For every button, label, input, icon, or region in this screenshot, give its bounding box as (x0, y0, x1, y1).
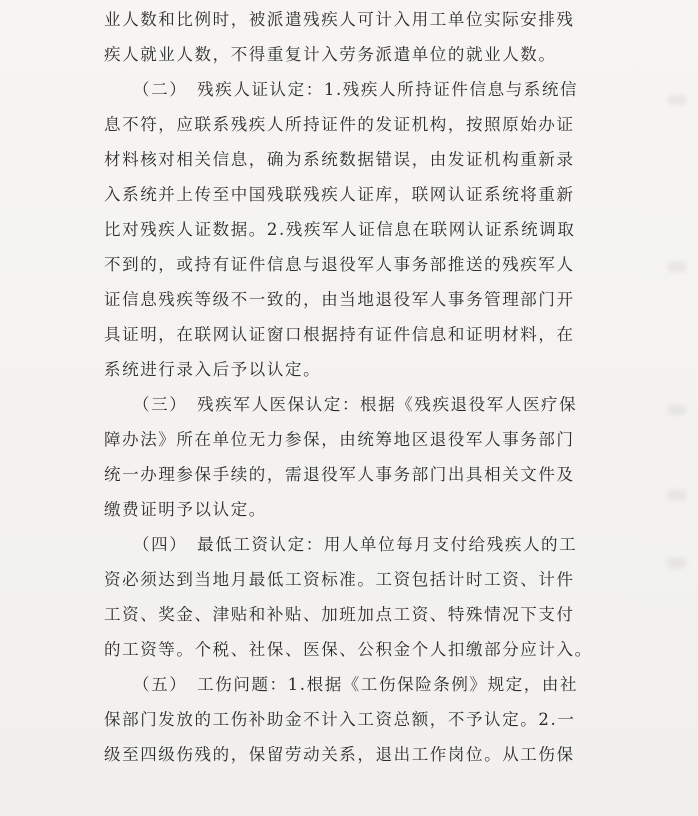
text-line: 资必须达到当地月最低工资标准。工资包括计时工资、计件 (104, 570, 575, 589)
text-line: 统一办理参保手续的，需退役军人事务部门出具相关文件及 (104, 465, 575, 484)
text-line: 工资、奖金、津贴和补贴、加班加点工资、特殊情况下支付 (104, 605, 575, 624)
text-line: 比对残疾人证数据。2.残疾军人证信息在联网认证系统调取 (104, 220, 576, 239)
text-line: 的工资等。个税、社保、医保、公积金个人扣缴部分应计入。 (104, 640, 593, 659)
text-line: （三） 残疾军人医保认定：根据《残疾退役军人医疗保 (133, 395, 578, 414)
bleed-through-mark (668, 262, 686, 272)
text-line: （二） 残疾人证认定：1.残疾人所持证件信息与系统信 (133, 80, 579, 99)
bleed-through-mark (668, 490, 686, 500)
text-line: 级至四级伤残的，保留劳动关系，退出工作岗位。从工伤保 (104, 745, 575, 764)
bleed-through-mark (668, 558, 686, 568)
text-line: 材料核对相关信息，确为系统数据错误，由发证机构重新录 (104, 150, 575, 169)
bleed-through-mark (668, 95, 686, 105)
text-line: （四） 最低工资认定：用人单位每月支付给残疾人的工 (133, 535, 578, 554)
text-line: 保部门发放的工伤补助金不计入工资总额，不予认定。2.一 (104, 710, 576, 729)
text-line: 入系统并上传至中国残联残疾人证库，联网认证系统将重新 (104, 185, 575, 204)
text-line: 证信息残疾等级不一致的，由当地退役军人事务管理部门开 (104, 290, 575, 309)
text-line: 缴费证明予以认定。 (104, 500, 267, 519)
text-line: 不到的，或持有证件信息与退役军人事务部推送的残疾军人 (104, 255, 575, 274)
text-line: 具证明，在联网认证窗口根据持有证件信息和证明材料，在 (104, 325, 575, 344)
text-line: 系统进行录入后予以认定。 (104, 360, 322, 379)
text-line: 息不符，应联系残疾人所持证件的发证机构，按照原始办证 (104, 115, 575, 134)
bleed-through-mark (668, 405, 686, 415)
text-line: 障办法》所在单位无力参保，由统筹地区退役军人事务部门 (104, 430, 575, 449)
text-line: 疾人就业人数，不得重复计入劳务派遣单位的就业人数。 (104, 45, 557, 64)
text-line: （五） 工伤问题：1.根据《工伤保险条例》规定，由社 (133, 675, 579, 694)
text-line: 业人数和比例时，被派遣残疾人可计入用工单位实际安排残 (104, 10, 575, 29)
